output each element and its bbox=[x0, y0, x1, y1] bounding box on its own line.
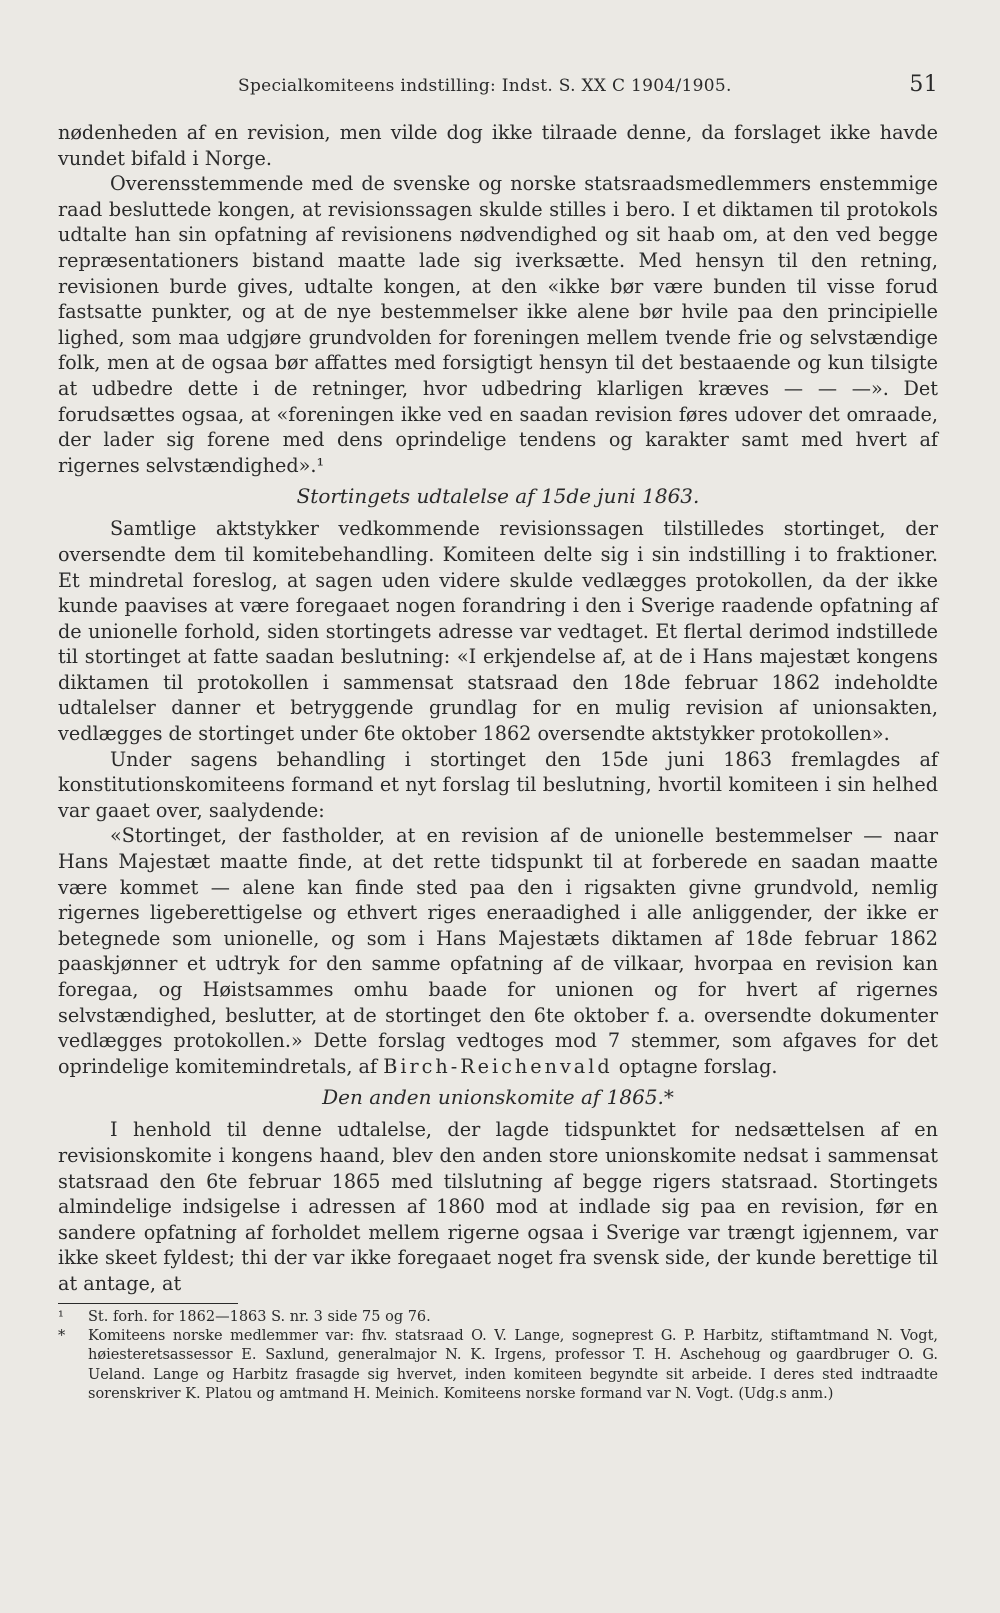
paragraph: Under sagens behandling i stortinget den 15de juni 1863 fremlagdes af konstitutionskomiteens formand et nyt forslag til beslutning, hvortil komiteen i sin helhed var gaaet over, saalydende: bbox=[58, 747, 938, 822]
section-heading: Stortingets udtalelse af 15de juni 1863. bbox=[296, 484, 700, 509]
section-heading: Den anden unionskomite af 1865.* bbox=[322, 1085, 674, 1110]
body-text bbox=[58, 120, 938, 1297]
paragraph: nødenheden af en revision, men vilde dog ikke tilraade denne, da forslaget ikke havde vundet bifald i Norge. bbox=[58, 121, 938, 170]
paragraph: Overensstemmende med de svenske og norske statsraadsmedlemmers enstemmige raad besluttede kongen, at revisionssagen skulde stilles i bero. I et diktamen til protokols udtalte han sin opfatning af revisionens nødvendighed og sit haab om, at den ved begge repræsentationers bistand maatte lade sig iverksætte. Med hensyn til den retning, revisionen burde gives, udtalte kongen, at den «ikke bør være bunden til visse forud fastsatte punkter, og at de nye bestemmelser ikke alene bør hvile paa den principielle lighed, som maa udgjøre grundvolden for foreningen mellem tvende frie og selvstændige folk, men at de ogsaa bør affattes med forsigtigt hensyn til det bestaaende og kun tilsigte at udbedre dette i de retninger, hvor udbedring klarligen kræves — — —». Det forudsættes ogsaa, at «foreningen ikke ved en saadan revision føres udover det omraade, der lader sig forene med dens oprindelige tendens og karakter samt med hvert af rigernes selvstændighed».¹ bbox=[58, 172, 938, 477]
page-number: 51 bbox=[909, 72, 938, 97]
footnote bbox=[58, 1327, 938, 1405]
footnote-marker: ¹ bbox=[58, 1308, 64, 1325]
paragraph bbox=[58, 823, 938, 1079]
footnote-rule bbox=[58, 1303, 238, 1304]
paragraph: I henhold til denne udtalelse, der lagde tidspunktet for nedsættelsen af en revisionskomite i kongens haand, blev den anden store unionskomite nedsat i sammensat statsraad den 6te februar 1865 med tilslutning af begge rigers statsraad. Stortingets almindelige indsigelse i adressen af 1860 mod at indlade sig paa en revision, før en sandere opfatning af forholdet mellem rigerne ogsaa i Sverige var trængt igjennem, var ikke skeet fyldest; thi der var ikke foregaaet noget fra svensk side, der kunde berettige til at antage, at bbox=[58, 1118, 938, 1295]
footnote-text: St. forh. for 1862—1863 S. nr. 3 side 75 og 76. bbox=[88, 1308, 431, 1325]
footnotes bbox=[58, 1308, 938, 1405]
footnote bbox=[58, 1308, 938, 1327]
paragraph: Samtlige aktstykker vedkommende revisionssagen tilstilledes stortinget, der oversendte dem til komitebehandling. Komiteen delte sig i sin indstilling i to fraktioner. Et mindretal foreslog, at sagen uden videre skulde vedlægges protokollen, da der ikke kunde paavises at være foregaaet nogen forandring i den i Sverige raadende opfatning af de unionelle forhold, siden stortingets adresse var vedtaget. Et flertal derimod indstillede til stortinget at fatte saadan beslutning: «I erkjendelse af, at de i Hans majestæt kongens diktamen til protokollen i sammensat statsraad den 18de februar 1862 indeholdte udtalelser danner et betryggende grundlag for en mulig revision af unionsakten, vedlægges de stortinget under 6te oktober 1862 oversendte aktstykker protokollen». bbox=[58, 517, 938, 746]
footnote-text: Komiteens norske medlemmer var: fhv. statsraad O. V. Lange, sogneprest G. P. Harbitz, stiftamtmand N. Vogt, høiesteretsassessor E. Saxlund, generalmajor N. K. Irgens, professor T. H. Aschehoug og gaardbruger O. G. Ueland. Lange og Harbitz frasagde sig hvervet, inden komiteen begyndte sit arbeide. I deres sted indtraadte sorenskriver K. Platou og amtmand H. Meinich. Komiteens norske formand var N. Vogt. (Udg.s anm.) bbox=[88, 1327, 938, 1403]
paragraph-text: «Stortinget, der fastholder, at en revision af de unionelle bestemmelser — naar Hans Majestæt maatte finde, at det rette tidspunkt til at forberede en saadan maatte være kommet — alene kan finde sted paa den i rigsakten givne grundvold, nemlig rigernes ligeberettigelse og ethvert riges eneraadighed i alle anliggender, der ikke er betegnede som unionelle, og som i Hans Majestæts diktamen af 18de februar 1862 paaskjønner et udtryk for den samme opfatning af de vilkaar, hvorpaa en revision kan foregaa, og Høistsammes omhu baade for unionen og for hvert af rigernes selvstændighed, beslutter, at de stortinget den 6te oktober f. a. oversendte dokumenter vedlægges protokollen.» Dette forslag vedtoges mod 7 stemmer, som afgaves for det oprindelige komitemindretals, af bbox=[58, 824, 938, 1078]
spaced-name: Birch-Reichenvald bbox=[383, 1054, 613, 1078]
running-header bbox=[58, 70, 938, 102]
paragraph-text: optagne forslag. bbox=[618, 1054, 778, 1078]
header-title: Specialkomiteens indstilling: Indst. S. XX C 1904/1905. bbox=[238, 76, 732, 96]
footnote-marker: * bbox=[58, 1327, 66, 1344]
